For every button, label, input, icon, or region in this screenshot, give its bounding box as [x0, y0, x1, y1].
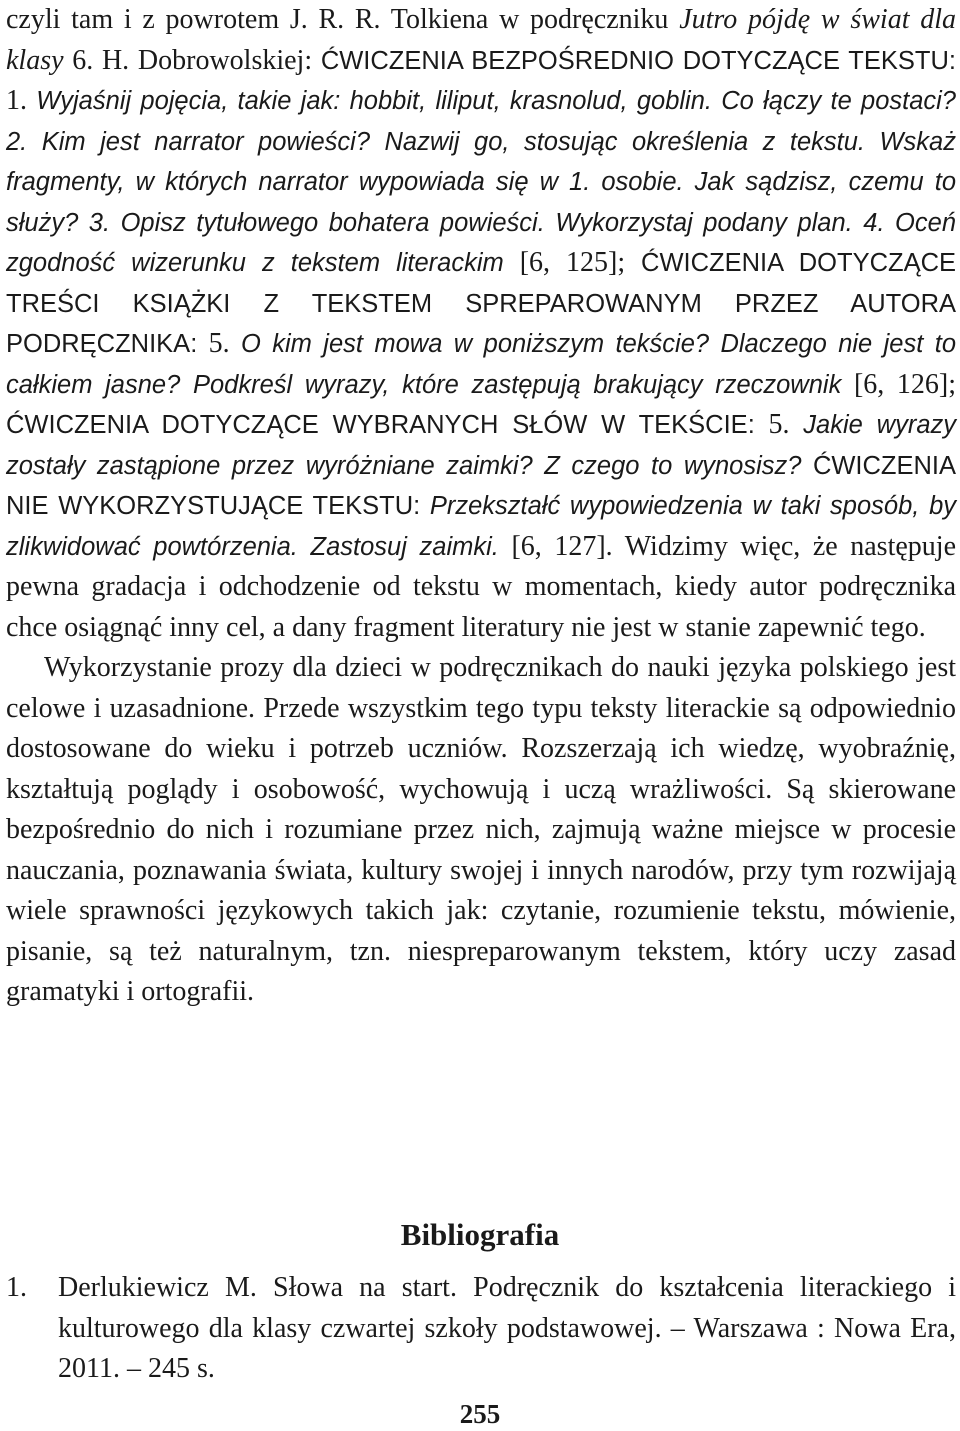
exercise-heading: ĆWICZENIA DOTYCZĄCE WYBRANYCH SŁÓW W TEKŚCIE:: [6, 411, 755, 439]
exercise-heading: ĆWICZENIA NIE WYKORZYSTUJĄCE TEKSTU:: [6, 451, 957, 520]
text-run: 5.: [754, 409, 804, 440]
exercise-text: Wyjaśnij pojęcia, takie jak: hobbit, liliput, krasnolud, goblin. Co łączy te postaci? 2. Kim jest narrator powieści? Nazwij go, stosując określenia z tekstu. Wskaż fragmenty, w których narrator wypowiada się w 1. osobie. Jak sądzisz, czemu to służy? 3. Opisz tytułowego bohatera powieści. Wykorzystaj podany plan. 4. Oceń zgodność wizerunku z tekstem literackim: [6, 87, 956, 277]
exercise-heading: ĆWICZENIA BEZPOŚREDNIO DOTYCZĄCE TEKSTU:: [320, 46, 956, 75]
paragraph-conclusion: Wykorzystanie prozy dla dzieci w podręcznikach do nauki języka polskiego jest celowe i uzasadnione. Przede wszystkim tego typu teksty literackie są odpowiednio dostosowane do wieku i potrzeb uczniów. Rozszerzają ich wiedzę, wyobraźnię, kształtują poglądy i osobowość, wychowują i uczą wrażliwości. Są skierowane bezpośrednio do nich i rozumiane przez nich, zajmują ważne miejsce w procesie nauczania, poznawania świata, kultury swojej i innych narodów, przy tym rozwijają wiele sprawności językowych takich jak: czytanie, rozumienie tekstu, mówienie, pisanie, są też naturalnym, tzn. niespreparowanym tekstem, który uczy zasad gramatyki i ortografii.: [6, 652, 956, 1007]
exercise-text: Przekształć wypowiedzenia w taki sposób, by zlikwidować powtórzenia. Zastosuj zaimki.: [6, 492, 956, 561]
page-number: 255: [459, 1399, 501, 1429]
paragraph-exercises: [6, 0, 956, 648]
bibliography-item: [6, 1268, 956, 1390]
text-run: [420, 490, 430, 521]
text-run: 5.: [197, 328, 241, 359]
book-title: Jutro pójdę w świat dla klasy: [6, 4, 956, 76]
text-run: [6, 127]. Widzimy więc, że następuje pewna gradacja i odchodzenie od tekstu w momentach, kiedy autor podręcznika chce osiągnąć inny cel, a dany fragment literatury nie jest w stanie zapewnić tego.: [6, 530, 956, 643]
bibliography-list: [6, 1268, 956, 1390]
exercise-text: O kim jest mowa w poniższym tekście? Dlaczego nie jest to całkiem jasne? Podkreśl wyrazy, które zastępują brakujący rzeczownik: [6, 330, 957, 399]
text-run: [801, 450, 812, 481]
exercise-text: Jakie wyrazy zostały zastąpione przez wyróżniane zaimki? Z czego to wynosisz?: [6, 411, 957, 480]
bibliography-item-number: 1.: [6, 1272, 27, 1303]
exercise-heading: ĆWICZENIA DOTYCZĄCE TREŚCI KSIĄŻKI Z TEKSTEM SPREPAROWANYM PRZEZ AUTORA PODRĘCZNIKA:: [6, 249, 957, 358]
text-run: czyli tam i z powrotem J. R. R. Tolkiena w podręczniku: [6, 4, 680, 35]
text-run: 6. H. Dobrowolskiej:: [63, 44, 321, 76]
bibliography-item-text: Derlukiewicz M. Słowa na start. Podręcznik do kształcenia literackiego i kulturowego dla klasy czwartej szkoły podstawowej. – Warszawa : Nowa Era, 2011. – 245 s.: [58, 1272, 956, 1384]
citation: [6, 126];: [841, 368, 956, 400]
text-run: 1.: [6, 85, 37, 116]
citation: [6, 125];: [503, 247, 642, 278]
page-body: [6, 0, 956, 1013]
bibliography-heading: Bibliografia: [400, 1217, 560, 1252]
